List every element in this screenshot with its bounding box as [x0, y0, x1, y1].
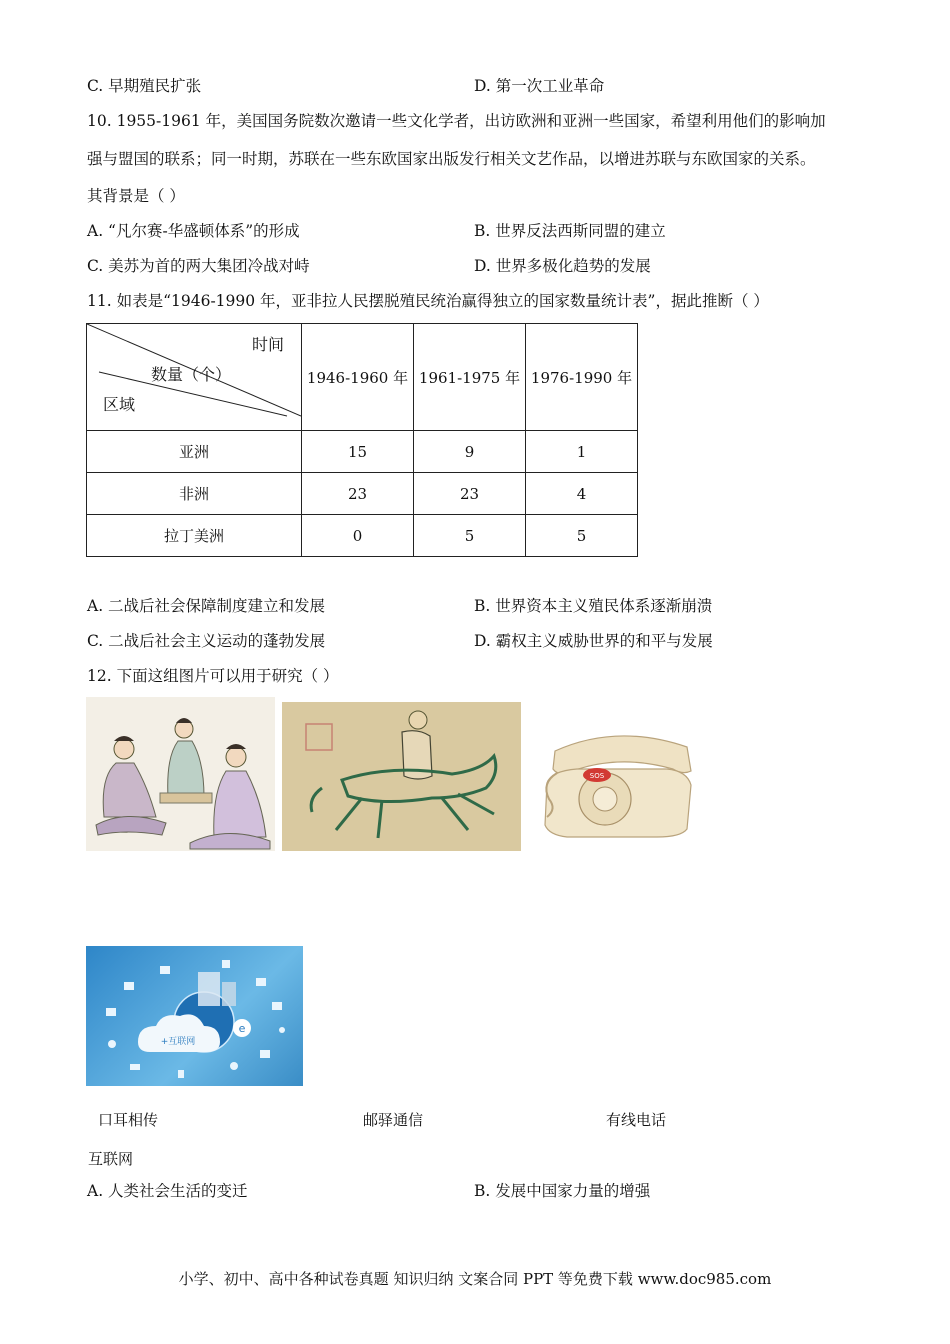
- q11-option-b: B. 世界资本主义殖民体系逐渐崩溃: [474, 597, 713, 615]
- value-cell: 23: [302, 473, 414, 515]
- table-row: [87, 515, 638, 557]
- q10-option-a: A. “凡尔赛-华盛顿体系”的形成: [87, 222, 300, 240]
- svg-text:e: e: [238, 1022, 246, 1035]
- q12-option-a: A. 人类社会生活的变迁: [87, 1182, 248, 1200]
- period-header: 1961-1975 年: [414, 324, 526, 431]
- postal-relay-image: [282, 702, 521, 851]
- q10-stem-line-1: 10. 1955-1961 年，美国国务院数次邀请一些文化学者，出访欧洲和亚洲一些国家，希望利用他们的影响加: [87, 112, 826, 130]
- region-cell: 非洲: [87, 473, 302, 515]
- internet-label: +互联网: [160, 1037, 196, 1047]
- caption-word-of-mouth: 口耳相传: [98, 1111, 159, 1129]
- q11-option-c: C. 二战后社会主义运动的蓬勃发展: [87, 632, 326, 650]
- q10-stem-line-2: 强与盟国的联系；同一时期，苏联在一些东欧国家出版发行相关文艺作品，以增进苏联与东欧国家的关系。: [87, 150, 816, 168]
- header-count: 数量（个）: [151, 365, 232, 384]
- period-header: 1946-1960 年: [302, 324, 414, 431]
- caption-postal-relay: 邮驿通信: [363, 1111, 424, 1129]
- wired-telephone-image: [537, 713, 699, 850]
- q12-option-b: B. 发展中国家力量的增强: [474, 1182, 651, 1200]
- table-row: [87, 473, 638, 515]
- people-talking-illustration: [86, 697, 275, 851]
- value-cell: 15: [302, 431, 414, 473]
- table-diagonal-header: [87, 324, 302, 431]
- value-cell: 9: [414, 431, 526, 473]
- caption-wired-telephone: 有线电话: [606, 1111, 667, 1129]
- value-cell: 0: [302, 515, 414, 557]
- table-row: [87, 431, 638, 473]
- q10-stem-line-3: 其背景是（ ）: [87, 187, 185, 205]
- q12-stem: 12. 下面这组图片可以用于研究（ ）: [87, 667, 339, 685]
- internet-image: [86, 946, 303, 1086]
- value-cell: 4: [526, 473, 638, 515]
- page-footer: 小学、初中、高中各种试卷真题 知识归纳 文案合同 PPT 等免费下载 www.doc985.com: [178, 1270, 772, 1288]
- q9-option-d: D. 第一次工业革命: [474, 77, 605, 95]
- header-time: 时间: [252, 335, 285, 354]
- q10-option-b: B. 世界反法西斯同盟的建立: [474, 222, 666, 240]
- value-cell: 5: [526, 515, 638, 557]
- q9-option-c: C. 早期殖民扩张: [87, 77, 202, 95]
- value-cell: 23: [414, 473, 526, 515]
- header-region: 区域: [103, 395, 136, 414]
- period-header: 1976-1990 年: [526, 324, 638, 431]
- caption-internet: 互联网: [88, 1150, 134, 1168]
- rotary-phone-illustration: [537, 713, 699, 850]
- courier-on-horse-painting: [282, 702, 521, 851]
- value-cell: 5: [414, 515, 526, 557]
- region-cell: 拉丁美洲: [87, 515, 302, 557]
- q10-option-c: C. 美苏为首的两大集团冷战对峙: [87, 257, 310, 275]
- sos-label: SOS: [589, 772, 605, 780]
- independence-stats-table: [86, 323, 638, 557]
- q10-option-d: D. 世界多极化趋势的发展: [474, 257, 651, 275]
- internet-cloud-illustration: [86, 946, 303, 1086]
- region-cell: 亚洲: [87, 431, 302, 473]
- q11-option-a: A. 二战后社会保障制度建立和发展: [87, 597, 326, 615]
- value-cell: 1: [526, 431, 638, 473]
- q11-option-d: D. 霸权主义威胁世界的和平与发展: [474, 632, 713, 650]
- word-of-mouth-image: [86, 697, 275, 851]
- q11-stem: 11. 如表是“1946-1990 年，亚非拉人民摆脱殖民统治赢得独立的国家数量统计表”，据此推断（ ）: [87, 292, 769, 310]
